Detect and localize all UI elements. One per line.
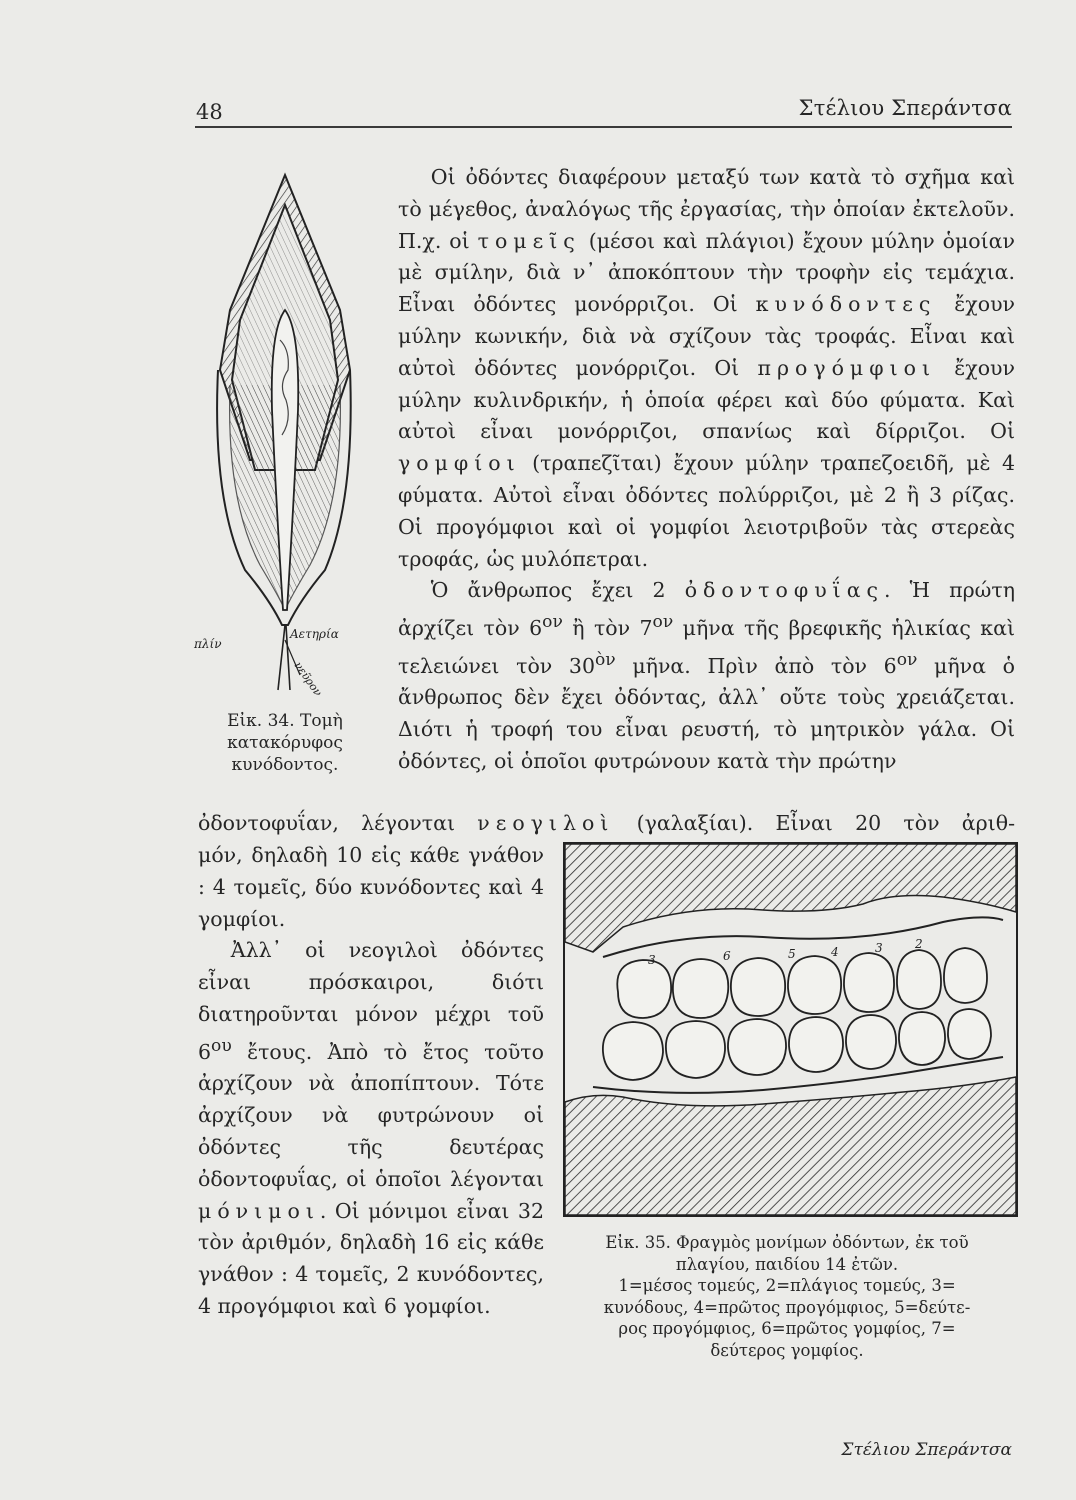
tooth-number-label: 2: [915, 937, 923, 951]
term-dentitions: ὀδοντοφυΐας: [684, 578, 885, 603]
paragraph-tooth-types: Οἱ ὀδόντες διαφέρουν μεταξύ των κατὰ τὸ σχῆμα καὶ τὸ μέγεθος, ἀναλόγως τῆς ἐργασίας, τὴν ὁποίαν ἐκτελοῦν. Π.χ. οἱ τομεῖς (μέσοι καὶ πλάγιοι) ἔχουν μύλην ὁμοίαν μὲ σμίλην, διὰ ν᾽ ἀποκόπτουν τὴν τροφὴν εἰς τεμάχια. Εἶναι ὀδόντες μονόρριζοι. Οἱ κυνόδοντες ἔχουν μύλην κωνικήν, διὰ νὰ σχίζουν τὰς τροφάς. Εἶναι καὶ αὐτοὶ ὀδόντες μονόρριζοι. Οἱ προγόμφιοι ἔχουν μύλην κυλινδρικήν, ἡ ὁποία φέρει καὶ δύο φύματα. Καὶ αὐτοὶ εἶναι μονόρριζοι, σπανίως καὶ δίρριζοι. Οἱ γομφίοι (τραπεζῖται) ἔχουν μύλην τραπεζοειδῆ, μὲ 4 φύματα. Αὐτοὶ εἶναι ὀδόντες πολύρριζοι, μὲ 2 ἢ 3 ρίζας. Οἱ προγόμφιοι καὶ οἱ γομφίοι λειοτριβοῦν τὰς στερεὰς τροφάς, ὡς μυλόπετραι.: [398, 165, 1015, 571]
paragraph-permanent: Ἀλλ᾽ οἱ νεογιλοὶ ὀδόντες εἶναι πρόσκαιροι, διότι διατηροῦνται μόνον μέχρι τοῦ $6^{o\upsilon}$ ἔτους. Ἀπὸ τὸ ἔτος τοῦτο ἀρχίζουν νὰ ἀποπίπτουν. Τότε ἀρχίζουν νὰ φυτρώνουν οἱ ὀδόντες τῆς δευτέρας ὀδοντοφυΐας, οἱ ὁποῖοι λέγονται μόνιμοι. Οἱ μόνιμοι εἶναι 32 τὸν ἀριθμόν, δηλαδὴ 16 εἰς κάθε γνάθον : 4 τομεῖς, 2 κυνόδοντες, 4 προγόμφιοι καὶ 6 γομφίοι.: [198, 938, 544, 1318]
term-premolars: προγόμφιοι: [757, 355, 937, 380]
fig35-caption-line: 1=μέσος τομεύς, 2=πλάγιος τομεύς, 3=: [618, 1276, 956, 1295]
term-molars: γομφίοι: [398, 451, 521, 476]
left-column-text: [198, 840, 544, 1323]
term-incisors: τομεῖς: [477, 228, 581, 253]
figure-35-caption: [552, 1232, 1022, 1361]
figure-34-canine-section: [190, 170, 380, 710]
tooth-number-label: 4: [831, 945, 839, 959]
paragraph-dentitions: Ὁ ἄνθρωπος ἔχει 2 ὀδοντοφυΐας. Ἡ πρώτη ἀρχίζει τὸν $6^{o\nu}$ ἢ τὸν $7^{o\nu}$ μῆνα τῆς βρεφικῆς ἡλικίας καὶ τελειώνει τὸν $30^{ὸ\nu}$ μῆνα. Πρὶν ἀπὸ τὸν $6^{o\nu}$ μῆνα ὁ ἄνθρωπος δὲν ἔχει ὀδόντας, ἀλλ᾽ οὔτε τοὺς χρειάζεται. Διότι ἡ τροφή του εἶναι ρευστή, τὸ μητρικὸν γάλα. Οἱ ὀδόντες, οἱ ὁποῖοι φυτρώνουν κατὰ τὴν πρώτην: [398, 578, 1015, 773]
fig35-caption-line: Εἰκ. 35. Φραγμὸς μονίμων ὀδόντων, ἐκ τοῦ: [605, 1233, 969, 1252]
main-text-top: [398, 162, 1015, 778]
tooth-number-label: 3: [875, 941, 883, 955]
header-rule: [195, 126, 1012, 128]
fig34-label-left: πλίν: [194, 637, 222, 651]
figure-35-dental-arch: [563, 842, 1018, 1217]
fig35-caption-line: κυνόδους, 4=πρῶτος προγόμφιος, 5=δεύτε-: [603, 1297, 971, 1317]
fig34-label-nerve: νεῦρον: [291, 659, 325, 699]
footer-signature: Στέλιου Σπεράντσα: [841, 1440, 1012, 1460]
term-permanent: μόνιμοι: [198, 1198, 320, 1223]
full-width-line: ὀδοντοφυΐαν, λέγονται νεογιλοὶ (γαλαξίαι). Εἶναι 20 τὸν ἀριθ-: [198, 811, 1015, 835]
fig35-caption-line: δεύτερος γομφίος.: [710, 1340, 864, 1360]
tooth-number-label: 6: [723, 949, 731, 963]
fig35-caption-line: ρος προγόμφιος, 6=πρῶτος γομφίος, 7=: [618, 1319, 956, 1338]
fig34-label-artery: Αετηρία: [290, 627, 339, 641]
paragraph-milk-count: μόν, δηλαδὴ 10 εἰς κάθε γνάθον : 4 τομεῖς, δύο κυνόδοντες καὶ 4 γομφίοι.: [198, 843, 544, 931]
fig34-caption-line: Εἰκ. 34. Τομὴ: [227, 711, 343, 731]
term-canines: κυνόδοντες: [755, 292, 937, 317]
tooth-number-label: 5: [788, 947, 796, 961]
page-number: 48: [196, 100, 223, 124]
tooth-number-label: 3: [648, 953, 656, 967]
fig34-caption-line: κατακόρυφος: [227, 733, 343, 753]
running-head: Στέλιου Σπεράντσα: [798, 96, 1012, 120]
term-milk-teeth: νεογιλοὶ: [477, 811, 615, 835]
figure-34-caption: [196, 710, 374, 776]
fig35-caption-line: πλαγίου, παιδίου 14 ἐτῶν.: [675, 1254, 899, 1274]
dental-arch-drawing: [563, 842, 1018, 1217]
canine-section-drawing: [190, 170, 380, 710]
fig34-caption-line: κυνόδοντος.: [231, 755, 339, 775]
